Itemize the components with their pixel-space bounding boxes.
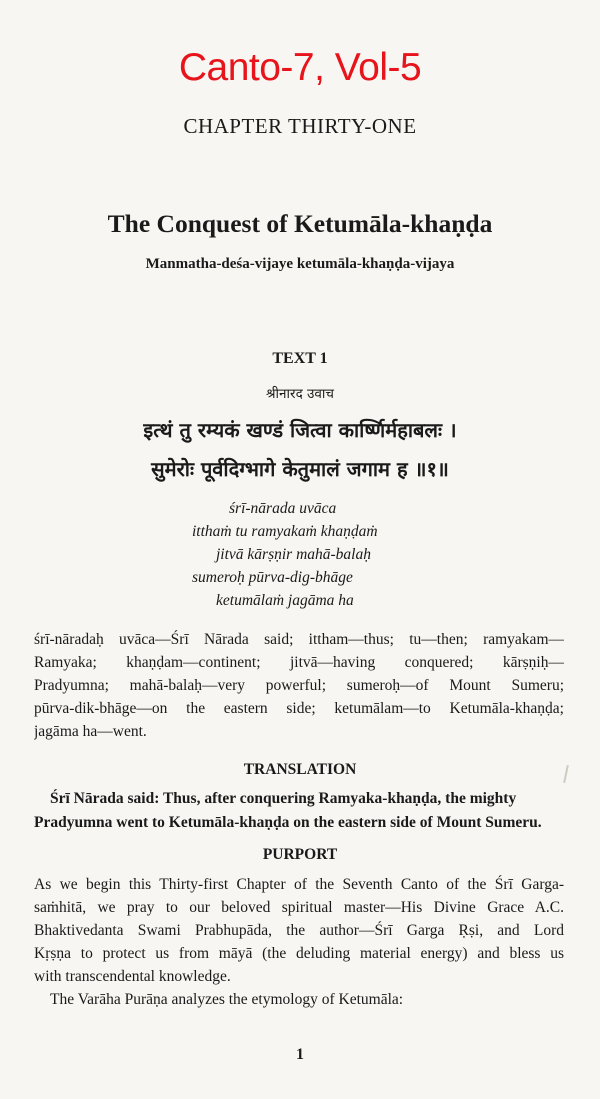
purport-line: saṁhitā, we pray to our beloved spiritual master—His Divine Grace A.C. xyxy=(34,899,564,916)
verse-transliteration-line: sumeroḥ pūrva-dig-bhāge xyxy=(192,569,353,586)
verse-label: TEXT 1 xyxy=(272,350,328,367)
synonyms-line: śrī-nāradaḥ uvāca—Śrī Nārada said; ittham—thus; tu—then; ramyakam— xyxy=(34,631,564,648)
translation-text xyxy=(34,787,564,835)
synonyms-line: Ramyaka; khaṇḍam—continent; jitvā—having conquered; kārṣṇiḥ— xyxy=(34,654,564,671)
chapter-number: CHAPTER THIRTY-ONE xyxy=(183,114,417,138)
translation-line: Pradyumna went to Ketumāla-khaṇḍa on the eastern side of Mount Sumeru. xyxy=(34,814,542,831)
translation-line: Śrī Nārada said: Thus, after conquering Ramyaka-khaṇḍa, the mighty xyxy=(50,790,517,807)
synonyms-line: jagāma ha—went. xyxy=(34,723,147,740)
chapter-subtitle: Manmatha-deśa-vijaye ketumāla-khaṇḍa-vijaya xyxy=(145,256,455,272)
verse-devanagari-line: सुमेरोः पूर्वदिग्भागे केतुमालं जगाम ह ॥१॥ xyxy=(151,457,449,481)
purport-text xyxy=(34,873,564,1011)
synonyms-line: pūrva-dik-bhāge—on the eastern side; ketumālam—to Ketumāla-khaṇḍa; xyxy=(34,700,564,717)
purport-heading: PURPORT xyxy=(262,846,338,863)
page-number: 1 xyxy=(296,1046,304,1063)
translation-heading: TRANSLATION xyxy=(243,761,357,778)
purport-line: Kṛṣṇa to protect us from māyā (the deluding material energy) and bless us xyxy=(34,945,564,962)
purport-line: The Varāha Purāṇa analyzes the etymology of Ketumāla: xyxy=(50,991,404,1008)
purport-line: Bhaktivedanta Swami Prabhupāda, the author—Śrī Garga Ṛṣi, and Lord xyxy=(34,922,564,939)
purport-line: As we begin this Thirty-first Chapter of the Seventh Canto of the Śrī Garga- xyxy=(34,876,564,893)
verse-speaker-devanagari: श्रीनारद उवाच xyxy=(266,386,334,402)
chapter-title: The Conquest of Ketumāla-khaṇḍa xyxy=(107,209,493,238)
verse-transliteration-line: itthaṁ tu ramyakaṁ khaṇḍaṁ xyxy=(192,523,378,540)
synonyms-line: Pradyumna; mahā-balaḥ—very powerful; sumeroḥ—of Mount Sumeru; xyxy=(34,677,564,694)
verse-transliteration-line: śrī-nārada uvāca xyxy=(229,500,337,517)
verse-transliteration-line: ketumālaṁ jagāma ha xyxy=(216,592,354,609)
word-for-word-synonyms xyxy=(34,628,564,743)
verse-transliteration-line: jitvā kārṣṇir mahā-balaḥ xyxy=(216,546,371,563)
purport-line: with transcendental knowledge. xyxy=(34,968,231,985)
canto-volume-label: Canto-7, Vol-5 xyxy=(178,46,422,89)
verse-devanagari-line: इत्थं तु रम्यकं खण्डं जित्वा कार्ष्णिर्महाबलः । xyxy=(143,418,457,442)
